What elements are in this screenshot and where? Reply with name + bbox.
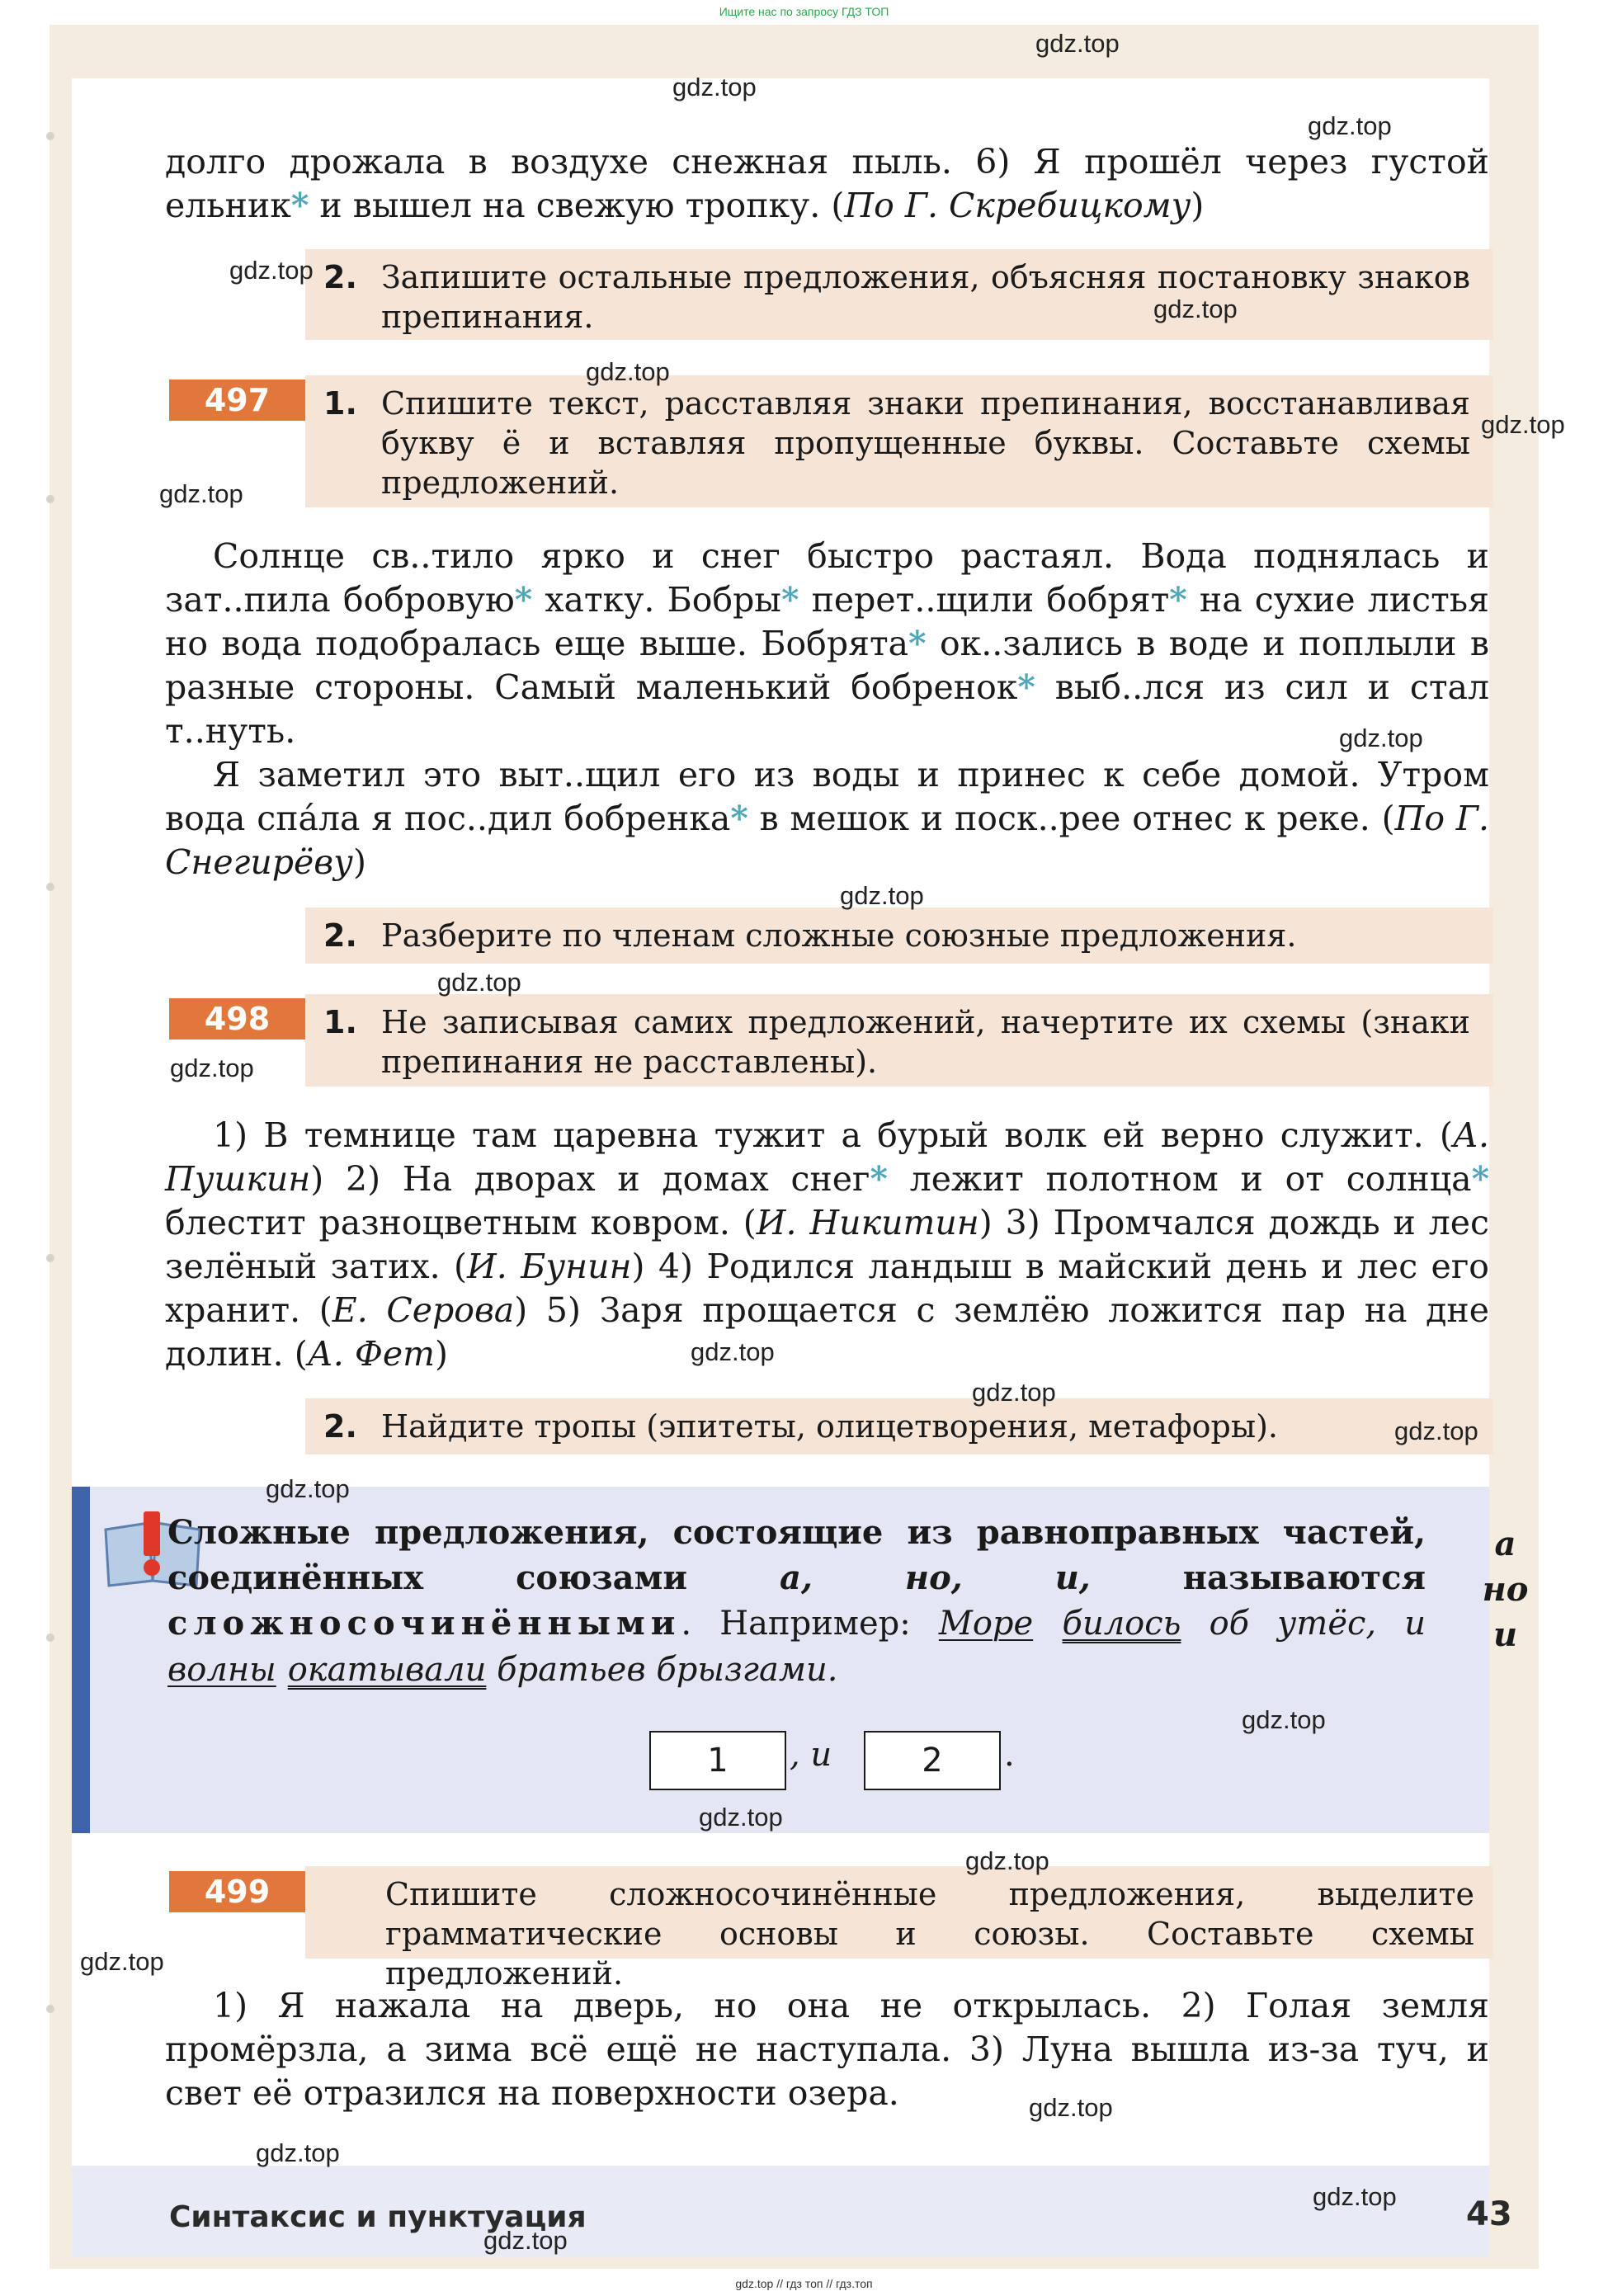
exercise-number-499: 499: [169, 1871, 305, 1912]
page-number: 43: [1466, 2195, 1512, 2233]
watermark: gdz.top: [699, 1803, 783, 1832]
watermark: gdz.top: [256, 2138, 340, 2167]
exercise-number-498: 498: [169, 998, 305, 1040]
watermark: gdz.top: [586, 357, 670, 386]
exercise-number-497: 497: [169, 380, 305, 421]
watermark: gdz.top: [1242, 1705, 1326, 1734]
intro-line-1: долго дрожала в воздухе снежная пыль. 6) Я прошёл через густой: [165, 142, 1489, 182]
exercise-499-text: 1) Я нажала на дверь, но она не открылась. 2) Голая земля промёрзла, а зима всё ещё не наступала. 3) Луна вышла из-за туч, и свет её отразился на поверхности озера.: [165, 1986, 1489, 2113]
example-predicate-1: билось: [1062, 1605, 1181, 1643]
scheme-box-1: 1: [649, 1731, 786, 1790]
watermark: gdz.top: [1029, 2093, 1113, 2122]
task-496-2: 2. Запишите остальные предложения, объясняя постановку знаков препинания.: [305, 249, 1493, 340]
watermark: gdz.top: [972, 1378, 1056, 1407]
author: По Г. Снегирёву: [165, 799, 1489, 882]
conjunction-list: а но и: [1482, 1525, 1529, 1654]
author: По Г. Скребицкому: [844, 186, 1191, 225]
watermark: gdz.top: [965, 1846, 1049, 1875]
task-498-1: 1. Не записывая самих предложений, начертите их схемы (знаки препинания не расставлены).: [305, 994, 1493, 1087]
page-footer: [72, 2166, 1512, 2256]
example-subject-1: Море: [938, 1605, 1034, 1643]
intro-line-2: ельник* и вышел на свежую тропку. (По Г. Скребицкому): [165, 186, 1205, 225]
watermark: gdz.top: [1394, 1417, 1478, 1445]
watermark: gdz.top: [691, 1337, 775, 1366]
binding-hole: [46, 1254, 54, 1262]
watermark: gdz.top: [1153, 295, 1238, 323]
watermark: gdz.top: [483, 2226, 568, 2255]
rule-term: сложносочинёнными: [167, 1604, 681, 1643]
binding-hole: [46, 2005, 54, 2013]
watermark: gdz.top: [1035, 29, 1120, 58]
watermark: gdz.top: [170, 1054, 254, 1082]
rule-accent-bar: [72, 1487, 90, 1833]
binding-hole: [46, 132, 54, 140]
scheme-period: .: [1004, 1736, 1015, 1774]
watermark: gdz.top: [1308, 111, 1392, 140]
task-497-1: 1. Спишите текст, расставляя знаки препинания, восстанавливая букву ё и вставляя пропущенные буквы. Составьте схемы предложений.: [305, 375, 1493, 507]
binding-hole: [46, 495, 54, 503]
watermark: gdz.top: [80, 1947, 164, 1976]
watermark: gdz.top: [1313, 2182, 1397, 2211]
paragraph-1: Солнце св..тило ярко и снег быстро растаял. Вода поднялась и зат..пила бобровую* хатку. Бобры* перет..щили бобрят* на сухие листья но вода подобралась еще выше. Бобрята* ок..зались в воде и поплыли в разные стороны. Самый маленький бобренок* выб..лся из сил и стал т..нуть.: [165, 536, 1489, 751]
task-499: Спишите сложносочинённые предложения, выделите грамматические основы и союзы. Составьте схемы предложений.: [305, 1866, 1493, 1959]
rule-text: Сложные предложения, состоящие из равноправных частей, соединённых союзами а, но, и, называются сложносочинёнными. Например: Море билось об утёс, и волны окатывали братьев брызгами.: [167, 1513, 1426, 1689]
bottom-note: gdz.top // гдз топ // гдз.топ: [735, 2277, 873, 2290]
example-subject-2: волны: [167, 1651, 276, 1689]
section-title: Синтаксис и пунктуация: [169, 2200, 587, 2234]
watermark: gdz.top: [1481, 410, 1565, 439]
rule-box: [72, 1487, 1529, 1833]
watermark: gdz.top: [266, 1474, 350, 1503]
scheme-connector: , и: [790, 1736, 832, 1774]
watermark: gdz.top: [840, 881, 924, 910]
watermark: gdz.top: [1339, 724, 1423, 752]
watermark: gdz.top: [672, 73, 757, 101]
binding-hole: [46, 1634, 54, 1642]
exercise-498-text: 1) В темнице там царевна тужит а бурый волк ей верно служит. (А. Пушкин) 2) На дворах и домах снег* лежит полотном и от солнца* блестит разноцветным ковром. (И. Никитин) 3) Промчался дождь и лес зелёный затих. (И. Бунин) 4) Родился ландыш в майский день и лес его хранит. (Е. Серова) 5) Заря прощается с землёю ложится пар на дне долин. (А. Фет): [165, 1115, 1490, 1374]
exercise-497-text: [165, 535, 1489, 884]
scheme-box-2: 2: [864, 1731, 1001, 1790]
top-note: Ищите нас по запросу ГДЗ ТОП: [719, 5, 889, 18]
binding-hole: [46, 883, 54, 891]
watermark: gdz.top: [437, 968, 521, 997]
watermark: gdz.top: [229, 256, 314, 285]
task-498-2: 2. Найдите тропы (эпитеты, олицетворения, метафоры).: [305, 1398, 1493, 1454]
intro-text: [165, 140, 1489, 228]
paragraph-2: Я заметил это выт..щил его из воды и принес к себе домой. Утром вода спа́ла я пос..дил бобренка* в мешок и поск..рее отнес к реке. (По Г. Снегирёву): [165, 755, 1489, 882]
watermark: gdz.top: [159, 479, 243, 508]
example-predicate-2: окатывали: [287, 1651, 487, 1689]
task-497-2: 2. Разберите по членам сложные союзные предложения.: [305, 908, 1493, 964]
